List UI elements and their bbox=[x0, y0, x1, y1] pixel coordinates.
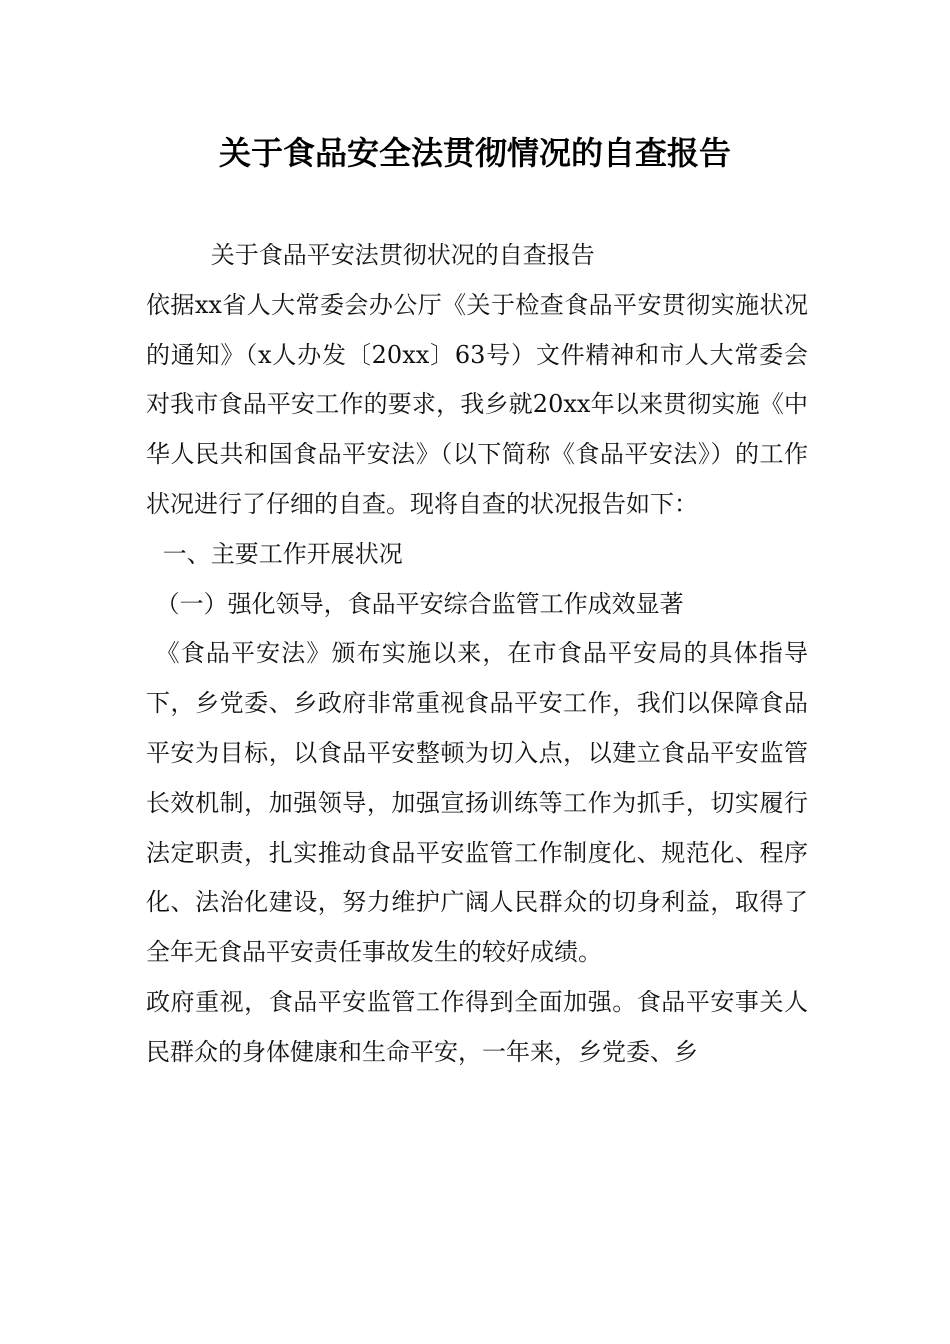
intro-paragraph: 依据xx省人大常委会办公厅《关于检查食品平安贯彻实施状况的通知》（x人办发〔20xx〕63号）文件精神和市人大常委会对我市食品平安工作的要求，我乡就20xx年以来贯彻实施《中华人民共和国食品平安法》（以下简称《食品平安法》）的工作状况进行了仔细的自查。现将自查的状况报告如下： bbox=[146, 290, 808, 518]
body-paragraph: 政府重视，食品平安监管工作得到全面加强。食品平安事关人民群众的身体健康和生命平安，一年来，乡党委、乡 bbox=[146, 987, 808, 1066]
subsection-heading: （一）强化领导，食品平安综合监管工作成效显著 bbox=[155, 589, 684, 618]
subtitle-paragraph: 关于食品平安法贯彻状况的自查报告 bbox=[210, 241, 595, 269]
section-heading: 一、主要工作开展状况 bbox=[162, 539, 403, 568]
body-paragraph: 《食品平安法》颁布实施以来，在市食品平安局的具体指导下，乡党委、乡政府非常重视食品平安工作，我们以保障食品平安为目标，以食品平安整顿为切入点，以建立食品平安监管长效机制，加强领导，加强宣扬训练等工作为抓手，切实履行法定职责，扎实推动食品平安监管工作制度化、规范化、程序化、法治化建设，努力维护广阔人民群众的切身利益，取得了全年无食品平安责任事故发生的较好成绩。 bbox=[146, 639, 808, 967]
document-body bbox=[146, 231, 808, 1078]
document-title: 关于食品安全法贯彻情况的自查报告 bbox=[218, 134, 731, 172]
